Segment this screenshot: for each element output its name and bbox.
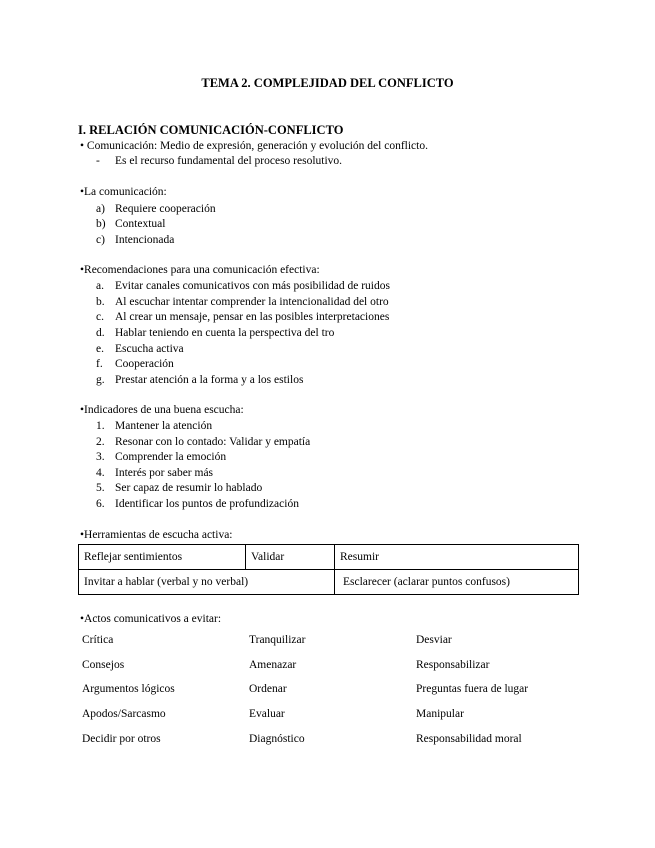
list-marker: b. xyxy=(96,296,105,308)
list-item-text: Al crear un mensaje, pensar en las posibles interpretaciones xyxy=(115,311,390,323)
table-row xyxy=(79,570,579,595)
list-item-text: Mantener la atención xyxy=(115,420,213,432)
list-item-text: Ser capaz de resumir lo hablado xyxy=(115,482,263,494)
list-marker: 3. xyxy=(96,451,105,463)
list-marker: 4. xyxy=(96,467,105,479)
list-item: Diagnóstico xyxy=(249,733,305,745)
list-item-text: Es el recurso fundamental del proceso resolutivo. xyxy=(115,155,343,167)
list-item: Desviar xyxy=(416,634,452,646)
list-marker: g. xyxy=(96,374,105,386)
table-cell: Esclarecer (aclarar puntos confusos) xyxy=(335,570,579,595)
section-heading: I. RELACIÓN COMUNICACIÓN-CONFLICTO xyxy=(78,123,344,137)
list-item: Responsabilidad moral xyxy=(416,733,522,745)
list-marker: c. xyxy=(96,311,104,323)
list-item: Crítica xyxy=(82,634,114,646)
list-item-text: Hablar teniendo en cuenta la perspectiva del tro xyxy=(115,327,335,339)
list-item: Preguntas fuera de lugar xyxy=(416,683,529,695)
list-item: Manipular xyxy=(416,708,464,720)
list-item: Argumentos lógicos xyxy=(82,683,175,695)
list-marker: a) xyxy=(96,203,105,215)
list-item-text: Prestar atención a la forma y a los estilos xyxy=(115,374,304,386)
list-item: Apodos/Sarcasmo xyxy=(82,708,166,720)
list-item: Amenazar xyxy=(249,659,297,671)
list-item: Ordenar xyxy=(249,683,287,695)
recomendaciones-heading: •Recomendaciones para una comunicación efectiva: xyxy=(80,264,320,276)
list-marker: c) xyxy=(96,234,105,246)
list-item-text: Intencionada xyxy=(115,234,175,246)
list-item: Evaluar xyxy=(249,708,285,720)
list-item-text: Identificar los puntos de profundización xyxy=(115,498,299,510)
herramientas-table xyxy=(78,544,579,595)
list-item-text: Interés por saber más xyxy=(115,467,214,479)
list-marker: f. xyxy=(96,358,103,370)
table-cell: Validar xyxy=(246,545,335,570)
list-item-text: Al escuchar intentar comprender la intencionalidad del otro xyxy=(115,296,389,308)
comunicacion-heading: •La comunicación: xyxy=(80,186,167,198)
list-marker: 6. xyxy=(96,498,105,510)
table-cell: Invitar a hablar (verbal y no verbal) xyxy=(79,570,335,595)
page-title: TEMA 2. COMPLEJIDAD DEL CONFLICTO xyxy=(201,76,454,90)
list-item-text: Evitar canales comunicativos con más posibilidad de ruidos xyxy=(115,280,390,292)
list-item: Responsabilizar xyxy=(416,659,490,671)
list-marker: - xyxy=(96,155,100,167)
list-marker: e. xyxy=(96,343,104,355)
indicadores-heading: •Indicadores de una buena escucha: xyxy=(80,404,244,416)
list-item: Decidir por otros xyxy=(82,733,161,745)
list-marker: 1. xyxy=(96,420,105,432)
definition-line: • Comunicación: Medio de expresión, generación y evolución del conflicto. xyxy=(80,140,428,152)
table-cell: Reflejar sentimientos xyxy=(79,545,246,570)
list-item-text: Comprender la emoción xyxy=(115,451,227,463)
list-marker: 2. xyxy=(96,436,105,448)
herramientas-heading: •Herramientas de escucha activa: xyxy=(80,529,233,541)
list-item-text: Resonar con lo contado: Validar y empatía xyxy=(115,436,311,448)
list-item-text: Escucha activa xyxy=(115,343,184,355)
list-item-text: Requiere cooperación xyxy=(115,203,216,215)
list-marker: a. xyxy=(96,280,104,292)
list-item-text: Contextual xyxy=(115,218,166,230)
table-cell: Resumir xyxy=(335,545,579,570)
list-item-text: Cooperación xyxy=(115,358,174,370)
actos-heading: •Actos comunicativos a evitar: xyxy=(80,613,222,625)
list-item: Tranquilizar xyxy=(249,634,306,646)
table-row xyxy=(79,545,579,570)
list-marker: 5. xyxy=(96,482,105,494)
list-item: Consejos xyxy=(82,659,125,671)
list-marker: d. xyxy=(96,327,105,339)
list-marker: b) xyxy=(96,218,106,230)
